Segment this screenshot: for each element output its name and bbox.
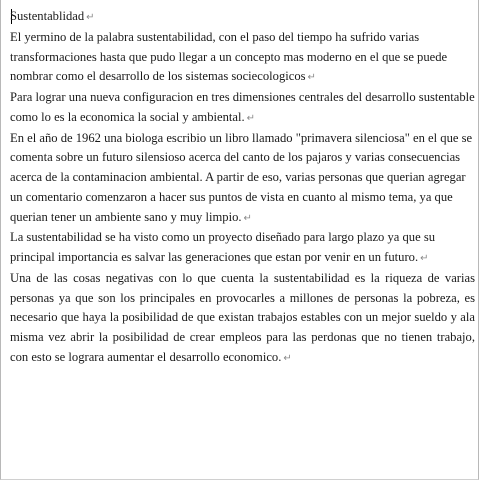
paragraph[interactable] [10,228,475,269]
paragraph-text: En el año de 1962 una biologa escribio un libro llamado "primavera silenciosa" en el que se comenta sobre un futuro silensioso acerca del canto de los pajaros y varias consecuencias acerca de la contaminacion ambiental. A partir de eso, varias personas que querian agregar un comentario comenzaron a hacer sus puntos de vista en cuanto al mismo tema, ya que querian tener un ambiente sano y muy limpio. [10,130,473,224]
paragraph-mark-icon: ↵ [420,253,429,264]
paragraph[interactable] [10,88,475,129]
paragraph[interactable] [10,129,475,229]
paragraph-text: Sustentablidad [10,9,85,23]
paragraph-text: La sustentabilidad se ha visto como un proyecto diseñado para largo plazo ya que su principal importancia es salvar las generaciones que estan por venir en un futuro. [10,230,436,264]
paragraph-title[interactable] [10,7,475,28]
paragraph-mark-icon: ↵ [86,12,95,23]
paragraph[interactable] [10,28,475,88]
paragraph-text: El yermino de la palabra sustentabilidad, con el paso del tiempo ha sufrido varias transformaciones hasta que pudo llegar a un concepto mas moderno en el que se puede nombrar como el desarrollo de los sistemas sociecologicos [10,29,448,84]
paragraph-text: Para lograr una nueva configuracion en tres dimensiones centrales del desarrollo sustentable como lo es la economica la social y ambiental. [10,90,475,124]
paragraph-mark-icon: ↵ [307,72,316,84]
paragraph-mark-icon: ↵ [243,212,252,224]
document-body[interactable] [10,7,475,369]
paragraph-mark-icon: ↵ [246,112,256,124]
paragraph-mark-icon: ↵ [283,352,292,364]
paragraph-text: Una de las cosas negativas con lo que cuenta la sustentabilidad es la riqueza de varias personas ya que son los principales en provocarles a millones de personas la pobreza, es necesario que haya la posibilidad de que existan trabajos estables con un mejor sueldo y ala misma vez abrir la posibilidad de crear empleos para las perdonas que no tienen trabajo, con esto se lograra aumentar el desarrollo economico. [10,270,475,364]
paragraph[interactable] [10,269,475,369]
